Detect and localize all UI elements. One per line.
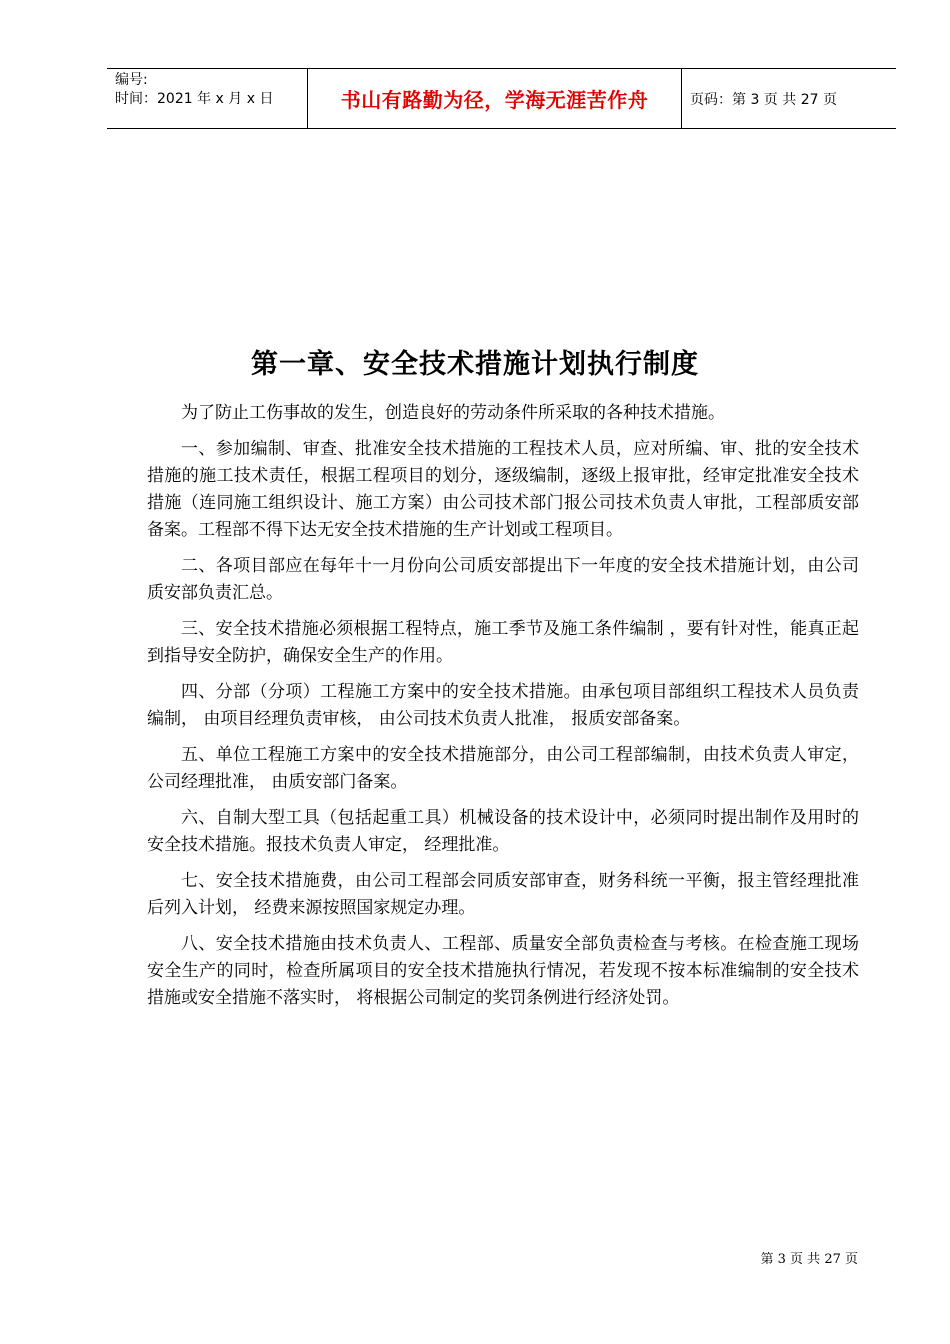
header-meta-cell <box>107 69 308 128</box>
paragraph-item-6: 六、自制大型工具（包括起重工具）机械设备的技术设计中，必须同时提出制作及用时的安全技术措施。报技术负责人审定， 经理批准。 <box>147 808 859 855</box>
chapter-title: 第一章、安全技术措施计划执行制度 <box>251 349 699 380</box>
document-date-label: 时间：2021 年 x 月 x 日 <box>115 91 274 107</box>
page-header <box>107 68 896 129</box>
header-page-cell <box>682 69 896 128</box>
paragraph-item-1: 一、参加编制、审查、批准安全技术措施的工程技术人员，应对所编、审、批的安全技术措施的施工技术责任，根据工程项目的划分，逐级编制，逐级上报审批，经审定批准安全技术措施（连同施工组织设计、施工方案）由公司技术部门报公司技术负责人审批，工程部质安部备案。工程部不得下达无安全技术措施的生产计划或工程项目。 <box>147 439 859 540</box>
paragraph-item-8: 八、安全技术措施由技术负责人、工程部、质量安全部负责检查与考核。在检查施工现场安全生产的同时，检查所属项目的安全技术措施执行情况，若发现不按本标准编制的安全技术措施或安全措施不落实时， 将根据公司制定的奖罚条例进行经济处罚。 <box>147 934 859 1008</box>
paragraph-intro: 为了防止工伤事故的发生，创造良好的劳动条件所采取的各种技术措施。 <box>181 403 725 423</box>
paragraph-item-7: 七、安全技术措施费，由公司工程部会同质安部审查，财务科统一平衡，报主管经理批准后列入计划， 经费来源按照国家规定办理。 <box>147 871 859 918</box>
header-page-number: 页码：第 3 页 共 27 页 <box>690 91 837 108</box>
paragraph-item-3: 三、安全技术措施必须根据工程特点，施工季节及施工条件编制 ，要有针对性，能真正起到指导安全防护，确保安全生产的作用。 <box>147 619 859 666</box>
header-motto: 书山有路勤为径，学海无涯苦作舟 <box>340 88 649 112</box>
document-body <box>147 400 859 1021</box>
document-number-label: 编号: <box>115 72 148 88</box>
page-footer-number: 第 3 页 共 27 页 <box>760 1252 858 1267</box>
paragraph-item-5: 五、单位工程施工方案中的安全技术措施部分，由公司工程部编制，由技术负责人审定，公司经理批准， 由质安部门备案。 <box>147 745 859 792</box>
header-motto-cell <box>308 69 682 128</box>
paragraph-item-4: 四、分部（分项）工程施工方案中的安全技术措施。由承包项目部组织工程技术人员负责编制， 由项目经理负责审核， 由公司技术负责人批准， 报质安部备案。 <box>147 682 859 729</box>
paragraph-item-2: 二、各项目部应在每年十一月份向公司质安部提出下一年度的安全技术措施计划，由公司质安部负责汇总。 <box>147 556 859 603</box>
